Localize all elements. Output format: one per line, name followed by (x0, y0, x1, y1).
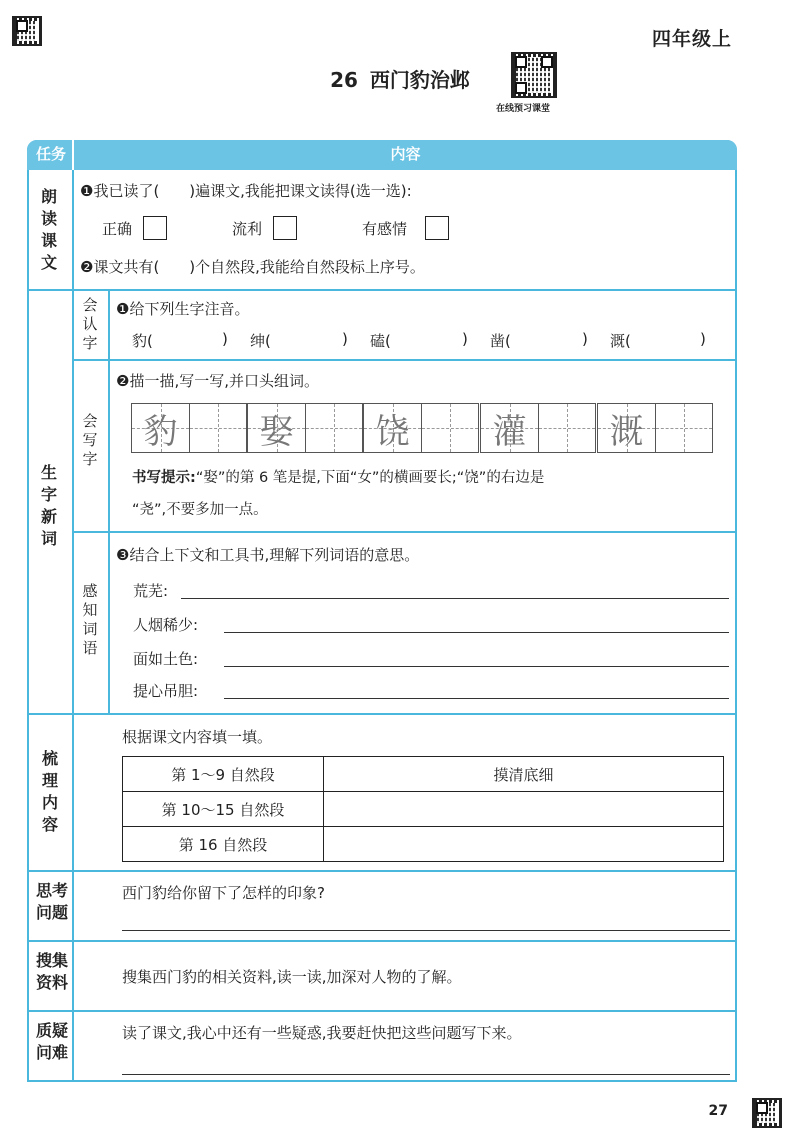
answer-line[interactable] (181, 598, 729, 599)
trace-char: 豹 (143, 411, 178, 452)
outline-question: 根据课文内容填一填。 (122, 728, 273, 746)
collect-question: 搜集西门豹的相关资料,读一读,加深对人物的了解。 (122, 968, 462, 986)
writing-tip-label: 书写提示: (132, 470, 196, 486)
write-question: ❷描一描,写一写,并口头组词。 (116, 372, 319, 390)
row-divider (27, 1010, 737, 1012)
perceive-question: ❸结合上下文和工具书,理解下列词语的意思。 (116, 546, 420, 564)
pinyin-close: ) (582, 330, 588, 348)
answer-line[interactable] (224, 632, 729, 633)
lesson-title (0, 64, 800, 93)
option-fluent: 流利 (232, 220, 263, 238)
option-correct: 正确 (102, 220, 133, 238)
qr-code-top-left (12, 16, 42, 46)
recognize-question: ❶给下列生字注音。 (116, 300, 250, 318)
pinyin-char-shen: 绅( (250, 332, 271, 350)
row-divider (27, 870, 737, 872)
section-label-think: 思考 问题 (35, 881, 68, 922)
section-label-doubt: 质疑 问难 (35, 1021, 68, 1062)
checkbox-fluent[interactable] (273, 216, 297, 240)
checkbox-emotion[interactable] (425, 216, 449, 240)
table-cell-para: 第 1～9 自然段 (123, 757, 324, 792)
writing-tip-text: “娶”的第 6 笔是提,下面“女”的横画要长;“饶”的右边是 (195, 470, 545, 486)
option-emotion: 有感情 (362, 220, 408, 238)
sub-label-write: 会 写 字 (82, 412, 98, 468)
table-cell-content[interactable] (324, 792, 724, 827)
sub-label-perceive: 感 知 词 语 (82, 582, 98, 657)
trace-char: 饶 (375, 411, 410, 452)
pinyin-char-gai: 溉( (610, 332, 631, 350)
table-cell-content[interactable]: 摸清底细 (324, 757, 724, 792)
header-task: 任务 (35, 145, 66, 163)
writing-tip-line-2: “尧”,不要多加一点。 (132, 502, 268, 518)
sub-row-divider (72, 531, 737, 533)
column-divider (72, 170, 74, 1082)
writing-tip-line-1 (132, 466, 544, 487)
table-row (123, 827, 724, 862)
word-renyanxishao: 人烟稀少: (133, 616, 199, 634)
page-number: 27 (708, 1103, 728, 1119)
sub-label-recognize: 会 认 字 (82, 296, 98, 352)
section-label-reading: 朗 读 课 文 (40, 187, 57, 272)
pinyin-close: ) (462, 330, 468, 348)
section-label-collect: 搜集 资料 (35, 951, 68, 992)
think-question: 西门豹给你留下了怎样的印象? (122, 884, 325, 902)
row-divider (27, 713, 737, 715)
doubt-question: 读了课文,我心中还有一些疑惑,我要赶快把这些问题写下来。 (122, 1024, 522, 1042)
trace-char: 灌 (492, 411, 527, 452)
qr-code-bottom-right (752, 1098, 782, 1128)
writing-grid[interactable] (597, 403, 713, 453)
table-cell-para: 第 10～15 自然段 (123, 792, 324, 827)
pinyin-char-zao: 凿( (490, 332, 511, 350)
sub-row-divider (72, 359, 737, 361)
pinyin-char-bao: 豹( (132, 332, 153, 350)
answer-line[interactable] (224, 666, 729, 667)
checkbox-correct[interactable] (143, 216, 167, 240)
lesson-number: 26 (330, 68, 358, 92)
writing-grid[interactable] (480, 403, 596, 453)
trace-char: 溉 (609, 411, 644, 452)
pinyin-close: ) (700, 330, 706, 348)
row-divider (27, 940, 737, 942)
section-label-new-words: 生 字 新 词 (40, 463, 57, 548)
reading-question-1: ❶我已读了( )遍课文,我能把课文读得(选一选): (80, 182, 412, 200)
pinyin-close: ) (222, 330, 228, 348)
answer-line[interactable] (224, 698, 729, 699)
sub-column-divider (108, 289, 110, 713)
writing-grid[interactable] (247, 403, 363, 453)
outline-table (122, 756, 724, 862)
grade-label: 四年级上 (651, 28, 732, 50)
answer-line[interactable] (122, 1074, 730, 1075)
lesson-name: 西门豹治邺 (369, 68, 470, 92)
section-label-outline: 梳 理 内 容 (41, 749, 58, 834)
trace-char: 娶 (259, 411, 294, 452)
pinyin-char-ke: 磕( (370, 332, 391, 350)
pinyin-close: ) (342, 330, 348, 348)
writing-grid[interactable] (131, 403, 247, 453)
row-divider (27, 289, 737, 291)
table-row (123, 757, 724, 792)
table-row (123, 792, 724, 827)
qr-caption: 在线预习课堂 (496, 104, 551, 114)
table-cell-para: 第 16 自然段 (123, 827, 324, 862)
reading-question-2: ❷课文共有( )个自然段,我能给自然段标上序号。 (80, 258, 425, 276)
word-tixindiaodan: 提心吊胆: (133, 682, 199, 700)
answer-line[interactable] (122, 930, 730, 931)
table-cell-content[interactable] (324, 827, 724, 862)
writing-grid[interactable] (363, 403, 479, 453)
word-mianrutuse: 面如土色: (133, 650, 199, 668)
word-huangwu: 荒芜: (133, 582, 169, 600)
header-content: 内容 (390, 145, 421, 163)
